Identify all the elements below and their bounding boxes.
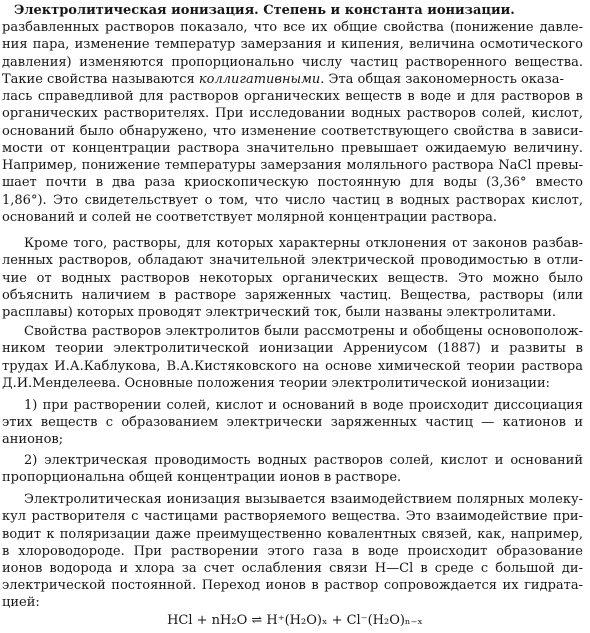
text-line: Например, понижение температуры замерзания моляльного раствора NaCl превы- [2,158,583,173]
text-line: водит к поляризации даже преимущественно ковалентных связей, как, например, [2,527,583,542]
section-heading: Электролитическая ионизация. Степень и константа ионизации. [14,3,515,18]
text-line: ником теории электролитической ионизации Аррениусом (1887) и развиты в [2,341,583,356]
emphasized-term: коллигативными [198,72,321,87]
text-line: ния пара, изменение температур замерзания и кипения, величина осмотического [2,37,583,52]
text-line: 1) при растворении солей, кислот и оснований в воде происходит диссоциация [24,398,583,413]
text-line: анионов; [2,432,64,447]
text-line: давления) изменяются пропорционально числу частиц растворенного вещества. [2,55,583,70]
text-line: разбавленных растворов показало, что все их общие свойства (понижение давле- [2,20,583,35]
text-line: 2) электрическая проводимость водных растворов солей, кислот и оснований [24,453,583,468]
text-line: Свойства растворов электролитов были рассмотрены и обобщены основополож- [24,324,583,339]
text-line: Кроме того, растворы, для которых характерны отклонения от законов разбав- [24,236,583,251]
text-line: объяснить наличием в растворе заряженных частиц. Вещества, растворы (или [2,288,583,303]
text-line: оснований и солей не соответствует молярной концентрации раствора. [2,210,498,225]
text-line: органических растворителях. При исследовании водных растворов солей, кислот, [2,106,583,121]
text-line: трудах И.А.Каблукова, В.А.Кистяковского на основе химической теории раствора [2,359,583,374]
text-line [14,2,582,19]
text-line: 1,86°). Это свидетельствует о том, что число частиц в водных растворах кислот, [2,193,583,208]
text-fragment: Такие свойства называются [2,72,195,87]
text-line: ионов водорода и хлора за счет ослабления связи H—Cl в среде с большой ди- [2,561,583,576]
text-fragment: . Эта общая закономерность оказа- [320,72,564,87]
text-line: Д.И.Менделеева. Основные положения теории электролитической ионизации: [2,376,551,391]
text-line: электрической постоянной. Переход ионов в раствор сопровождается их гидрата- [2,578,583,593]
text-line: этих веществ с образованием электрически заряженных частиц — катионов и [2,415,583,430]
text-line [2,71,583,88]
text-line: мости от концентрации раствора значительно превышает ожидаемую величину. [2,141,583,156]
text-line: расплавы) которых проводят электрический ток, были названы электролитами. [2,305,557,320]
text-line: ленных растворов, обладают значительной электрической проводимостью в отли- [2,253,583,268]
text-line: кул растворителя с частицами растворяемого вещества. Это взаимодействие при- [2,509,583,524]
text-line: оснований было обнаружено, что изменение соответствующего свойства в зависи- [2,124,583,139]
text-line: в хлороводороде. При растворении этого газа в воде происходит образование [2,544,583,559]
text-line: Электролитическая ионизация вызывается взаимодействием полярных молеку- [24,492,583,507]
text-line: цией: [2,595,40,610]
text-line: чие от водных растворов некоторых органических веществ. Это можно было [2,271,583,286]
text-line: лась справедливой для растворов органических веществ в воде и для растворов в [2,89,583,104]
text-line: пропорциональна общей концентрации ионов в растворе. [2,470,402,485]
text-line: шает почти в два раза криоскопическую постоянную для воды (3,36° вместо [2,175,583,190]
chemical-equation: HCl + nH₂O ⇌ H⁺(H₂O)ₓ + Cl⁻(H₂O)ₙ₋ₓ [167,613,423,628]
